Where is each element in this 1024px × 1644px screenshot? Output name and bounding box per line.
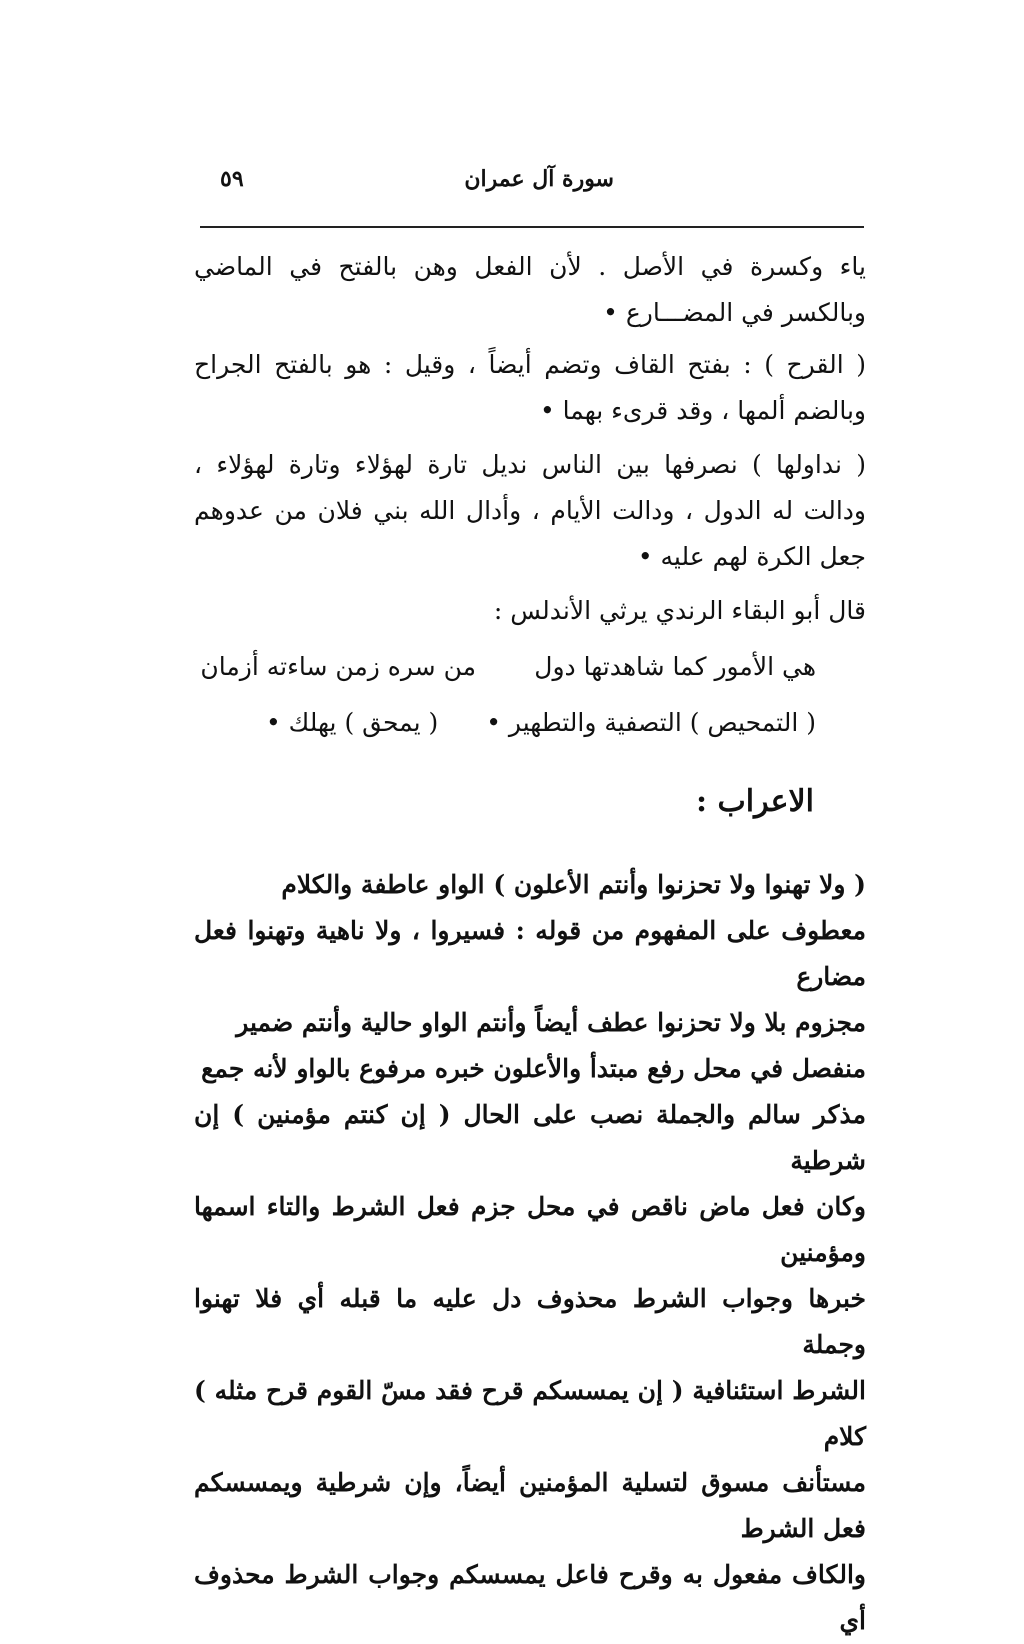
paragraph-3: ( نداولها ) نصرفها بين الناس نديل تارة لهؤلاء وتارة لهؤلاء ، ودالت له الدول ، ودالت الأيام ، وأدال الله بني فلان من عدوهم جعل الكرة لهم عليه • [194,450,866,571]
irab-line: معطوف على المفهوم من قوله : فسيروا ، ولا ناهية وتهنوا فعل مضارع [194,916,866,991]
irab-line: ( ولا تهنوا ولا تحزنوا وأنتم الأعلون ) الواو عاطفة والكلام [281,870,866,899]
irab-line: خبرها وجواب الشرط محذوف دل عليه ما قبله أي فلا تهنوا وجملة [194,1284,866,1359]
irab-line: الشرط استئنافية ( إن يمسسكم قرح فقد مسّ القوم قرح مثله ) كلام [194,1376,866,1451]
irab-line: مذكر سالم والجملة نصب على الحال ( إن كنتم مؤمنين ) إن شرطية [194,1100,866,1175]
page-header [200,166,864,206]
glossary-line [226,700,816,746]
page-number: ٥٩ [220,166,244,192]
verse-hemistich-2: من سره زمن ساءته أزمان [200,652,476,681]
irab-line: مستأنف مسوق لتسلية المؤمنين أيضاً، وإن شرطية ويمسسكم فعل الشرط [194,1468,866,1543]
verse-hemistich-1: هي الأمور كما شاهدتها دول [534,652,816,681]
gloss-item-2: ( يمحق ) يهلك • [265,708,439,737]
poetry-verse [176,644,816,690]
gloss-item-1: ( التمحيص ) التصفية والتطهير • [486,708,816,737]
irab-paragraph [194,862,866,1644]
page-title: سورة آل عمران [464,166,614,192]
paragraph-2: ( القرح ) : بفتح القاف وتضم أيضاً ، وقيل : هو بالفتح الجراح وبالضم ألمها ، وقد قرىء بهما • [194,350,866,425]
irab-line: مجزوم بلا ولا تحزنوا عطف أيضاً وأنتم الواو حالية وأنتم ضمير [236,1008,866,1037]
paragraph-4: قال أبو البقاء الرندي يرثي الأندلس : [493,596,866,625]
irab-line: وكان فعل ماض ناقص في محل جزم فعل الشرط والتاء اسمها ومؤمنين [194,1192,866,1267]
header-divider [200,226,864,228]
paragraph-1: ياء وكسرة في الأصل . لأن الفعل وهن بالفتح في الماضي وبالكسر في المضـــارع • [194,252,866,327]
irab-line: والكاف مفعول به وقرح فاعل يمسسكم وجواب الشرط محذوف أي [194,1560,866,1635]
irab-line: منفصل في محل رفع مبتدأ والأعلون خبره مرفوع بالواو لأنه جمع [201,1054,866,1083]
section-heading: الاعراب : [696,784,814,819]
